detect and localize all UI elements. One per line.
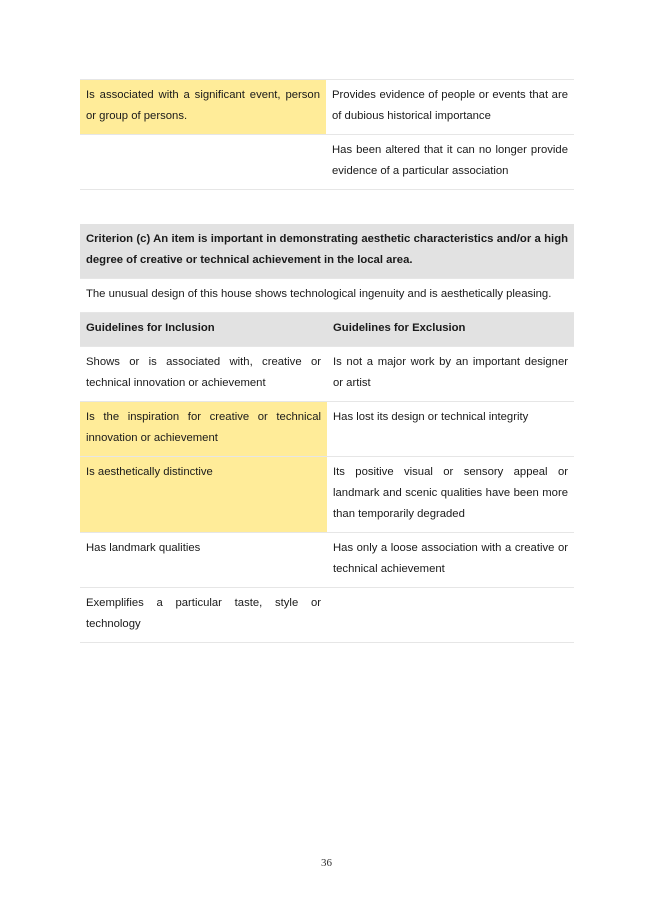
page-number: 36 [321,857,332,869]
criterion-heading: Criterion (c) An item is important in demonstrating aesthetic characteristics and/or a high degree of creative or technical achievement in the local area. [80,224,574,279]
criterion-statement: The unusual design of this house shows technological ingenuity and is aesthetically pleasing. [80,279,574,313]
criterion-c-table [80,224,574,643]
criterion-heading-row [80,224,574,279]
exclusion-cell: Provides evidence of people or events that are of dubious historical importance [326,80,574,135]
inclusion-cell-highlighted: Is associated with a significant event, person or group of persons. [80,80,326,135]
table-row [80,80,574,135]
column-header-row [80,313,574,347]
inclusion-header: Guidelines for Inclusion [80,313,327,347]
inclusion-cell: Exemplifies a particular taste, style or technology [80,588,327,643]
exclusion-cell: Has lost its design or technical integrity [327,402,574,457]
table-row [80,347,574,402]
exclusion-cell-empty [327,588,574,643]
table-row [80,533,574,588]
exclusion-cell: Its positive visual or sensory appeal or landmark and scenic qualities have been more than temporarily degraded [327,457,574,533]
inclusion-cell: Shows or is associated with, creative or technical innovation or achievement [80,347,327,402]
exclusion-cell: Has been altered that it can no longer provide evidence of a particular association [326,135,574,190]
exclusion-header: Guidelines for Exclusion [327,313,574,347]
association-guidelines-table [80,79,574,190]
inclusion-cell: Has landmark qualities [80,533,327,588]
inclusion-cell-highlighted: Is the inspiration for creative or technical innovation or achievement [80,402,327,457]
exclusion-cell: Is not a major work by an important designer or artist [327,347,574,402]
table-row [80,457,574,533]
statement-row [80,279,574,313]
table-row [80,135,574,190]
table-row [80,402,574,457]
inclusion-cell-empty [80,135,326,190]
inclusion-cell-highlighted: Is aesthetically distinctive [80,457,327,533]
table-row [80,588,574,643]
exclusion-cell: Has only a loose association with a creative or technical achievement [327,533,574,588]
